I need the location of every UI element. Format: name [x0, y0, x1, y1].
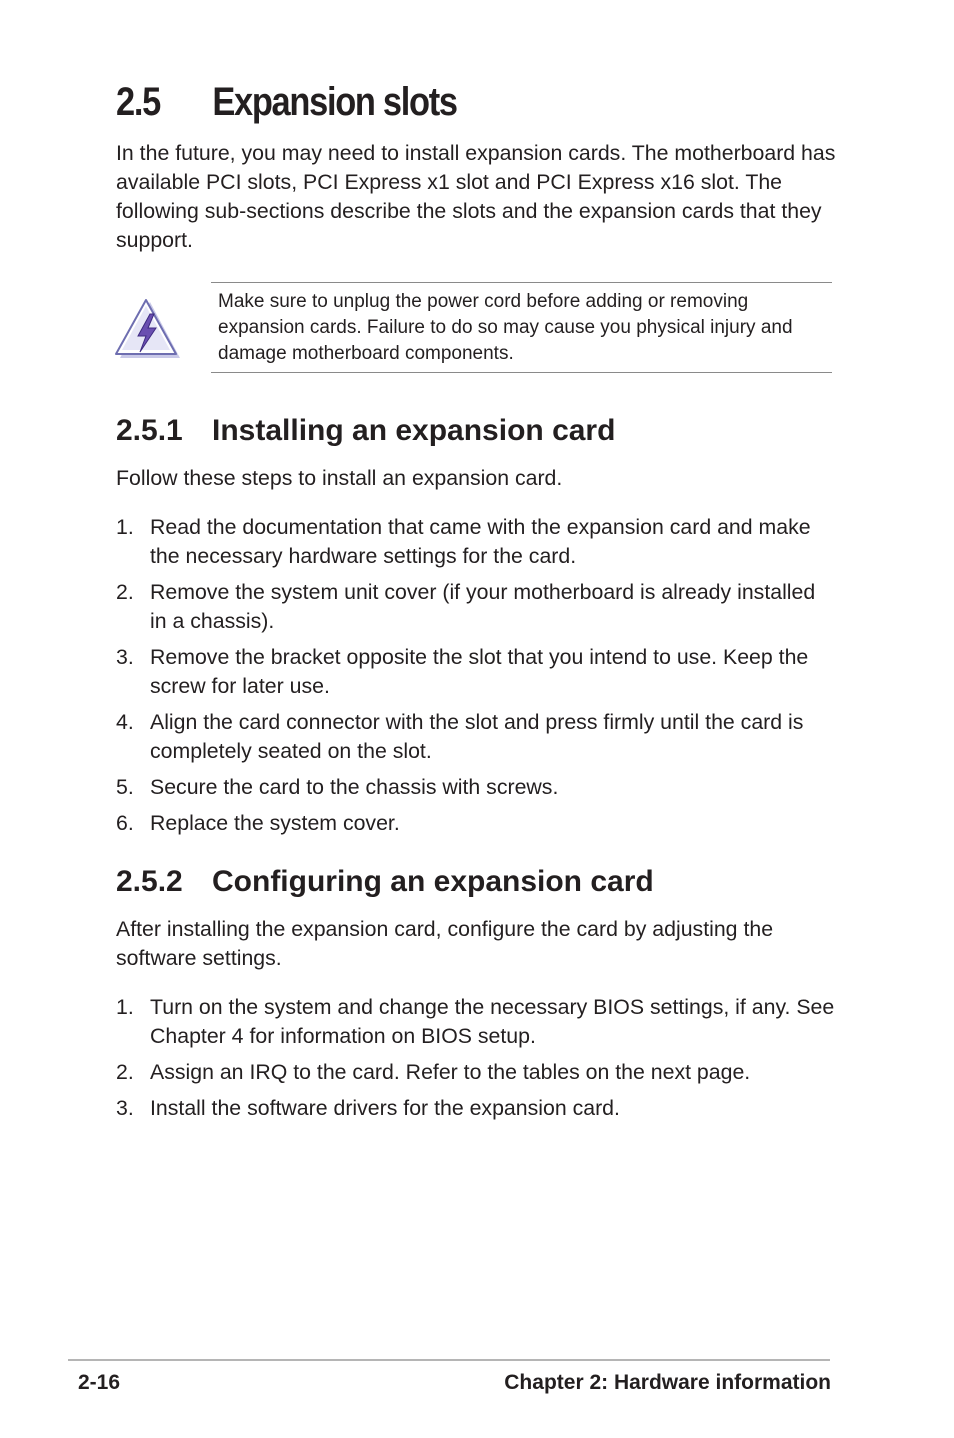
subsection-heading-2	[116, 865, 654, 899]
step-text: Assign an IRQ to the card. Refer to the tables on the next page.	[150, 1060, 751, 1084]
step-text: Secure the card to the chassis with screws.	[150, 775, 559, 799]
subsection-number: 2.5.2	[116, 865, 183, 898]
section-heading	[116, 80, 457, 125]
step-number: 2.	[116, 580, 134, 604]
section-intro: In the future, you may need to install expansion cards. The motherboard has available PCI slots, PCI Express x1 slot and PCI Express x16 slot. The following sub-sections describe the slots and the expansion cards that they support.	[116, 141, 836, 252]
install-steps-list	[116, 513, 836, 845]
step-number: 1.	[116, 515, 134, 539]
list-item	[116, 1058, 836, 1087]
subsection-heading-1	[116, 414, 615, 448]
list-item	[116, 1094, 836, 1123]
step-number: 2.	[116, 1060, 134, 1084]
step-number: 4.	[116, 710, 134, 734]
subsection-title: Configuring an expansion card	[212, 865, 654, 898]
subsection-title: Installing an expansion card	[212, 414, 616, 447]
step-text: Install the software drivers for the expansion card.	[150, 1096, 620, 1120]
list-item	[116, 513, 836, 571]
subsection-number: 2.5.1	[116, 414, 183, 447]
page-number: 2-16	[78, 1371, 121, 1394]
section-title: Expansion slots	[212, 80, 457, 124]
step-text: Replace the system cover.	[150, 811, 400, 835]
step-number: 6.	[116, 811, 134, 835]
subsection-intro: After installing the expansion card, configure the card by adjusting the software settings.	[116, 917, 774, 970]
step-text: Turn on the system and change the necessary BIOS settings, if any. See Chapter 4 for information on BIOS setup.	[150, 995, 835, 1048]
warning-text: Make sure to unplug the power cord before adding or removing expansion cards. Failure to do so may cause you physical injury and damage motherboard components.	[218, 291, 793, 364]
list-item	[116, 708, 836, 766]
list-item	[116, 993, 836, 1051]
step-number: 3.	[116, 1096, 134, 1120]
step-number: 5.	[116, 775, 134, 799]
step-number: 1.	[116, 995, 134, 1019]
step-text: Align the card connector with the slot and press firmly until the card is completely seated on the slot.	[150, 710, 804, 763]
configure-steps-list	[116, 993, 836, 1130]
list-item	[116, 578, 836, 636]
subsection-intro: Follow these steps to install an expansion card.	[116, 466, 563, 490]
list-item	[116, 643, 836, 701]
step-text: Remove the system unit cover (if your motherboard is already installed in a chassis).	[150, 580, 816, 633]
warning-note	[211, 282, 832, 373]
step-number: 3.	[116, 645, 134, 669]
section-number: 2.5	[116, 80, 160, 124]
footer-divider	[68, 1359, 830, 1361]
chapter-title: Chapter 2: Hardware information	[504, 1371, 831, 1394]
step-text: Read the documentation that came with the expansion card and make the necessary hardware settings for the card.	[150, 515, 811, 568]
list-item	[116, 773, 836, 802]
list-item	[116, 809, 836, 838]
warning-icon	[112, 296, 180, 360]
step-text: Remove the bracket opposite the slot that you intend to use. Keep the screw for later use.	[150, 645, 809, 698]
